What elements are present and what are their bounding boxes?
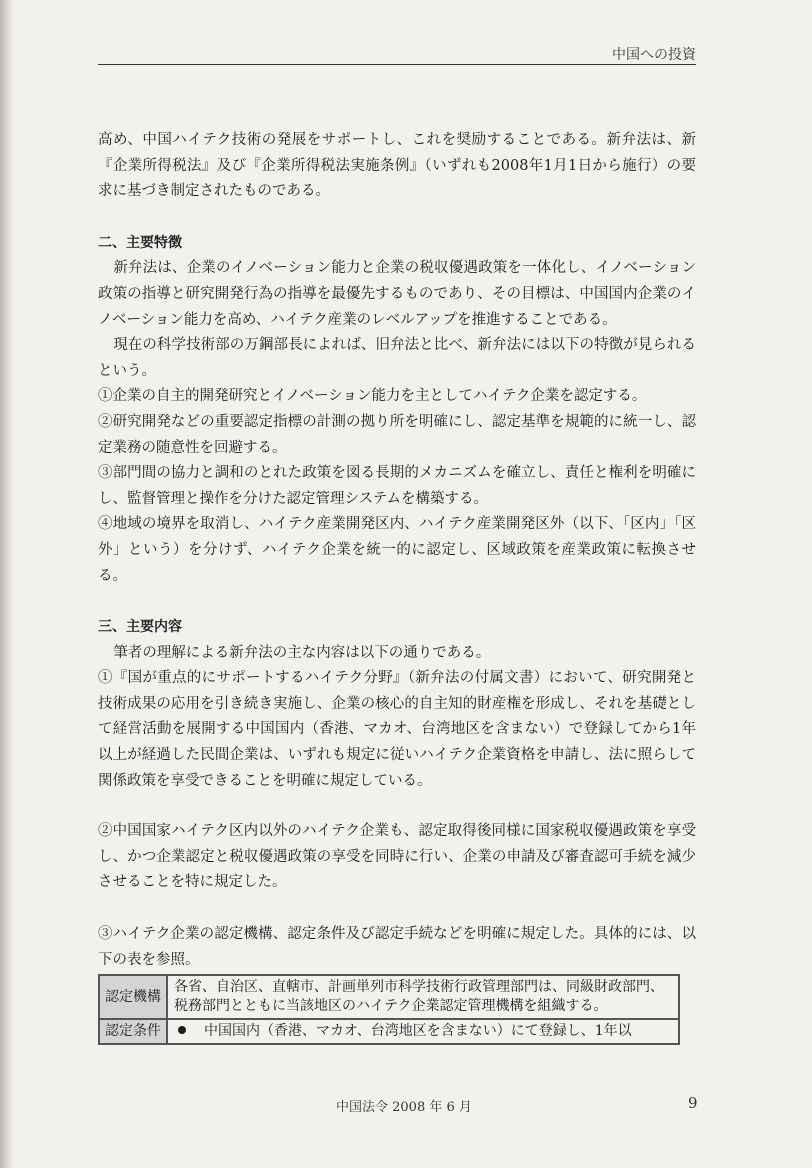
- table-row-label: 認定条件: [99, 1019, 167, 1044]
- intro-paragraph: 高め、中国ハイテク技術の発展をサポートし、これを奨励することである。新弁法は、新『企業所得税法』及び『企業所得税法実施条例』（いずれも2008年1月1日から施行）の要求に基づき制定されたものである。: [98, 132, 696, 200]
- bullet-icon: [178, 1026, 186, 1034]
- features-paragraph-1: 新弁法は、企業のイノベーション能力と企業の税収優遇政策を一体化し、イノベーション政策の指導と研究開発行為の指導を最優先するものであり、その目標は、中国国内企業のイノベーション能力を高め、ハイテク産業のレベルアップを推進することである。: [98, 260, 696, 328]
- feature-item-3: ③部門間の協力と調和のとれた政策を図る長期的メカニズムを確立し、責任と権利を明確にし、監督管理と操作を分けた認定管理システムを構築する。: [98, 465, 696, 507]
- table-row-content: 各省、自治区、直轄市、計画単列市科学技術行政管理部門は、同級財政部門、税務部門とともに当該地区のハイテク企業認定管理機構を組織する。: [167, 975, 679, 1019]
- feature-item-2: ②研究開発などの重要認定指標の計測の拠り所を明確にし、認定基準を規範的に統一し、認定業務の随意性を回避する。: [98, 413, 696, 456]
- certification-table: [98, 974, 680, 1045]
- table-cell-text: 中国国内（香港、マカオ、台湾地区を含まない）にて登録し、1年以: [204, 1023, 632, 1039]
- book-gutter-shadow: [0, 0, 14, 1168]
- table-row: [99, 1019, 679, 1044]
- feature-item-1: ①企業の自主的開発研究とイノベーション能力を主としてハイテク企業を認定する。: [98, 388, 647, 405]
- content-item-1: ①『国が重点的にサポートするハイテク分野』（新弁法の付属文書）において、研究開発と技術成果の応用を引き続き実施し、企業の核心的自主知的財産権を形成し、それを基礎として経営活動を展開する中国国内（香港、マカオ、台湾地区を含まない）で登録してから1年以上が経過した民間企業は、いずれも規定に従いハイテク企業資格を申請し、法に照らして関係政策を享受できることを明確に規定している。: [98, 670, 696, 789]
- section-heading-contents: 三、主要内容: [98, 619, 182, 636]
- table-row-content: [167, 1019, 679, 1044]
- section-heading-features: 二、主要特徴: [98, 234, 182, 251]
- table-row: [99, 975, 679, 1019]
- article-body: [98, 128, 696, 973]
- features-paragraph-2: 現在の科学技術部の万鋼部長によれば、旧弁法と比べ、新弁法には以下の特徴が見られるという。: [98, 337, 696, 379]
- feature-item-4: ④地域の境界を取消し、ハイテク産業開発区内、ハイテク産業開発区外（以下、「区内」「区外」という）を分けず、ハイテク企業を統一的に認定し、区域政策を産業政策に転換させる。: [98, 516, 696, 584]
- footer-publication: 中国法令 2008 年 6 月: [336, 1100, 472, 1115]
- contents-intro-paragraph: 筆者の理解による新弁法の主な内容は以下の通りである。: [113, 644, 491, 661]
- content-item-3: ③ハイテク企業の認定機構、認定条件及び認定手続などを明確に規定した。具体的には、以下の表を参照。: [98, 926, 696, 968]
- content-item-2: ②中国国家ハイテク区内以外のハイテク企業も、認定取得後同様に国家税収優遇政策を享受し、かつ企業認定と税収優遇政策の享受を同時に行い、企業の申請及び審査認可手続を減少させることを特に規定した。: [98, 823, 696, 891]
- page-number: 9: [688, 1094, 698, 1112]
- header-title: 中国への投資: [612, 47, 696, 63]
- running-header: [98, 44, 696, 65]
- table-row-label: 認定機構: [99, 975, 167, 1019]
